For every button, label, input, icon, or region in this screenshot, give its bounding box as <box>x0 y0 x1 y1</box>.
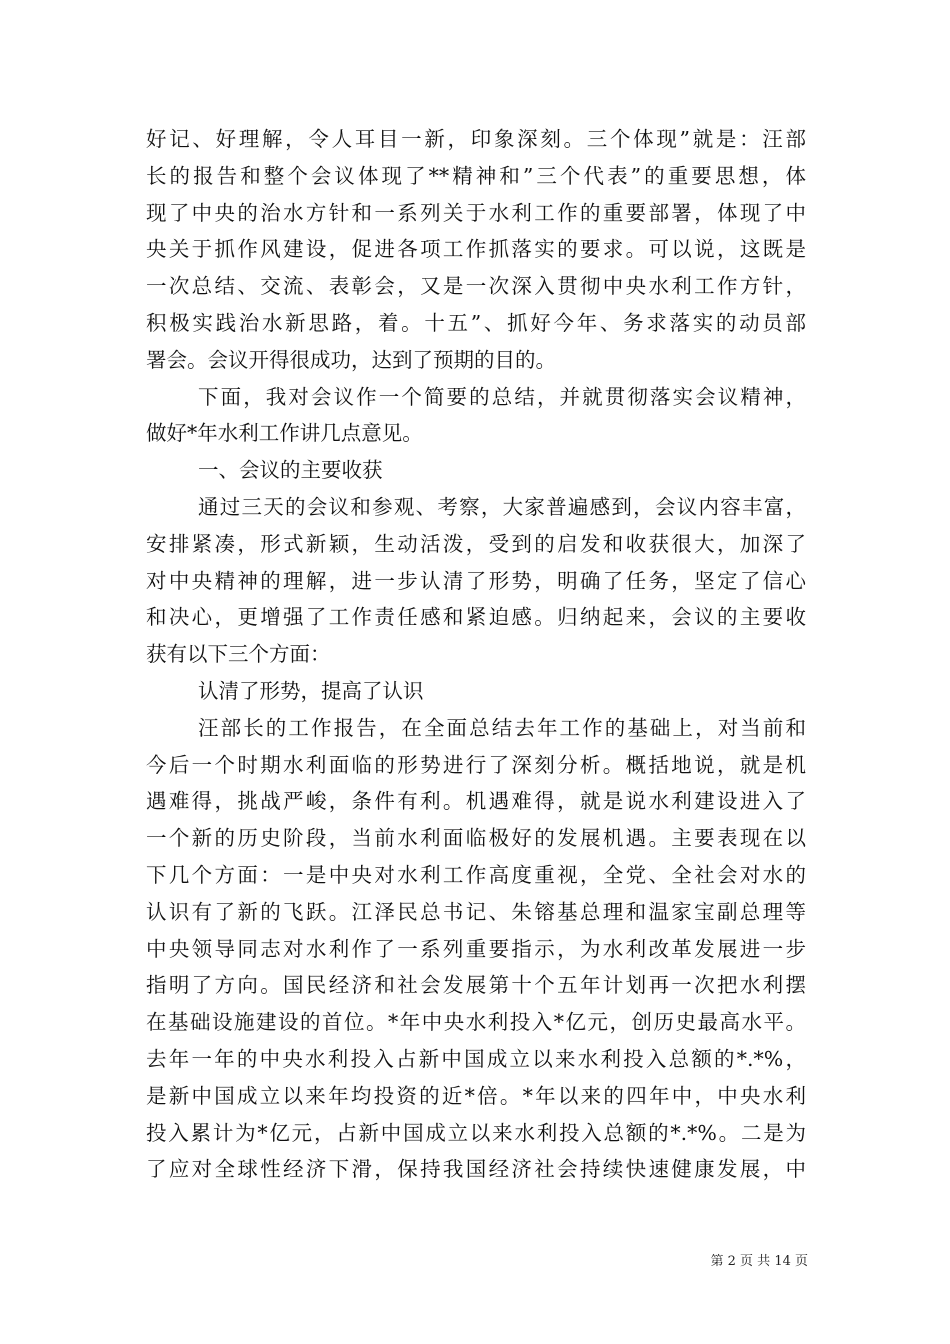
text-line: 了应对全球性经济下滑，保持我国经济社会持续快速健康发展，中 <box>146 1157 806 1182</box>
text-line: 是新中国成立以来年均投资的近*倍。*年以来的四年中，中央水利 <box>146 1083 806 1108</box>
text-line: 一个新的历史阶段，当前水利面临极好的发展机遇。主要表现在以 <box>146 826 806 851</box>
text-line: 认清了形势，提高了认识 <box>198 678 424 703</box>
paragraph <box>146 710 806 1188</box>
text-line: 下几个方面：一是中央对水利工作高度重视，全党、全社会对水的 <box>146 862 806 887</box>
text-line: 对中央精神的理解，进一步认清了形势，明确了任务，坚定了信心 <box>146 568 806 593</box>
document-body <box>146 121 806 1188</box>
text-line: 长的报告和整个会议体现了**精神和”三个代表”的重要思想，体 <box>146 163 806 188</box>
text-line: 通过三天的会议和参观、考察，大家普遍感到，会议内容丰富， <box>198 494 806 519</box>
text-line: 投入累计为*亿元，占新中国成立以来水利投入总额的*.*%。二是为 <box>146 1120 806 1145</box>
paragraph <box>146 121 806 379</box>
text-line: 遇难得，挑战严峻，条件有利。机遇难得，就是说水利建设进入了 <box>146 789 806 814</box>
page-number-footer: 第 2 页 共 14 页 <box>710 1254 808 1269</box>
paragraph <box>146 673 806 710</box>
text-line: 一、会议的主要收获 <box>198 458 383 483</box>
text-line: 今后一个时期水利面临的形势进行了深刻分析。概括地说，就是机 <box>146 752 806 777</box>
text-line: 汪部长的工作报告，在全面总结去年工作的基础上，对当前和 <box>198 715 806 740</box>
text-line: 现了中央的治水方针和一系列关于水利工作的重要部署，体现了中 <box>146 200 806 225</box>
paragraph <box>146 452 806 489</box>
text-line: 认识有了新的飞跃。江泽民总书记、朱镕基总理和温家宝副总理等 <box>146 899 806 924</box>
text-line: 好记、好理解，令人耳目一新，印象深刻。三个体现”就是：汪部 <box>146 127 806 151</box>
text-line: 获有以下三个方面： <box>146 642 331 667</box>
text-line: 署会。会议开得很成功，达到了预期的目的。 <box>146 347 556 372</box>
text-line: 积极实践治水新思路，着。十五”、抓好今年、务求落实的动员部 <box>146 310 806 335</box>
text-line: 一次总结、交流、表彰会，又是一次深入贯彻中央水利工作方针， <box>146 274 806 299</box>
text-line: 做好*年水利工作讲几点意见。 <box>146 421 423 446</box>
text-line: 和决心，更增强了工作责任感和紧迫感。归纳起来，会议的主要收 <box>146 605 806 630</box>
text-line: 安排紧凑，形式新颖，生动活泼，受到的启发和收获很大，加深了 <box>146 531 806 556</box>
paragraph <box>146 489 806 673</box>
text-line: 在基础设施建设的首位。*年中央水利投入*亿元，创历史最高水平。 <box>146 1010 806 1035</box>
text-line: 去年一年的中央水利投入占新中国成立以来水利投入总额的*.*%， <box>146 1046 806 1071</box>
text-line: 指明了方向。国民经济和社会发展第十个五年计划再一次把水利摆 <box>146 973 806 998</box>
text-line: 央关于抓作风建设，促进各项工作抓落实的要求。可以说，这既是 <box>146 237 806 262</box>
text-line: 中央领导同志对水利作了一系列重要指示，为水利改革发展进一步 <box>146 936 806 961</box>
text-line: 下面，我对会议作一个简要的总结，并就贯彻落实会议精神， <box>198 384 806 409</box>
paragraph <box>146 379 806 453</box>
